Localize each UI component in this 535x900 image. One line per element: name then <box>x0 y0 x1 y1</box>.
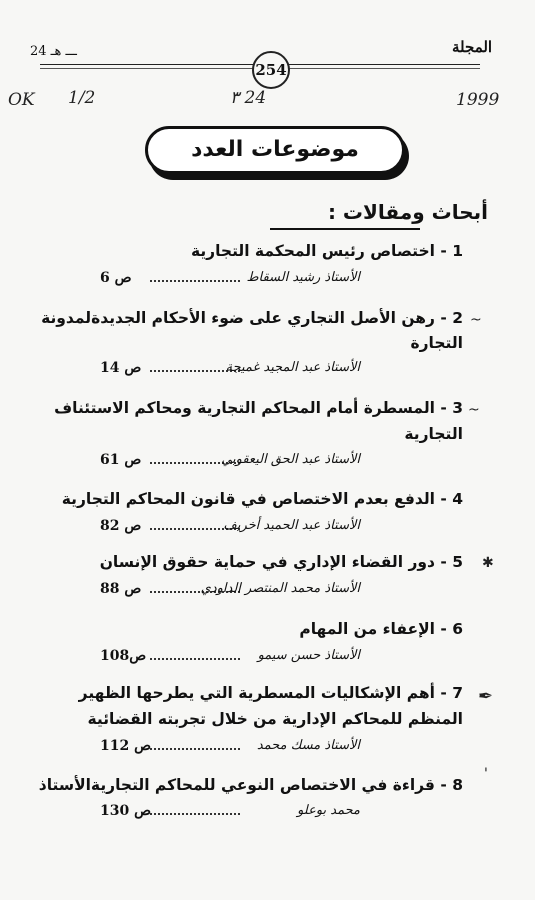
leader-dots <box>150 658 240 660</box>
entry-4-page: ص 82 <box>100 518 142 534</box>
section-underline <box>270 228 420 230</box>
handwritten-fraction: 1/2 <box>68 88 96 108</box>
margin-check-mark: ~ <box>470 312 482 328</box>
entry-5-page: ص 88 <box>100 581 142 597</box>
section-heading: أبحاث ومقالات : <box>327 200 488 224</box>
entry-8-author: محمد بوعلو <box>297 803 360 818</box>
journal-logo-left: ـــ هـ 24 <box>30 44 77 59</box>
entry-8-title-line-1: 8 - قراءة في الاختصاص النوعي للمحاكم التجاريةالأستاذ <box>38 776 463 794</box>
entry-4-title-line-1: 4 - الدفع بعدم الاختصاص في قانون المحاكم التجارية <box>61 490 463 508</box>
leader-dots <box>150 280 240 282</box>
entry-3-author-row <box>100 452 360 472</box>
entry-5-author: الأستاذ محمد المنتصر الداودي <box>200 581 360 596</box>
margin-tick-mark: ' <box>484 766 488 782</box>
entry-7-author: الأستاذ مسك محمد <box>256 738 360 753</box>
entry-6-title-line-1: 6 - الإعفاء من المهام <box>299 620 463 638</box>
entry-2-title-line-1: 2 - رهن الأصل التجاري على ضوء الأحكام الجديدةلمدونة <box>41 309 463 327</box>
journal-logo-right: المجلة <box>452 38 493 56</box>
entry-1-page: ص 6 <box>100 270 132 286</box>
entry-1-author-row <box>100 270 360 290</box>
entry-7-author-row <box>100 738 360 758</box>
entry-8-author-row <box>100 803 360 823</box>
entry-2-page: ص 14 <box>100 360 142 376</box>
contents-title: موضوعات العدد <box>145 126 405 174</box>
entry-3-title-line-2: التجارية <box>404 425 463 443</box>
margin-ink-mark: ✒ <box>478 686 494 707</box>
entry-1-title-line-1: 1 - اختصاص رئيس المحكمة التجارية <box>190 242 463 260</box>
page-number: 254 <box>252 51 290 89</box>
entry-3-title-line-1: 3 - المسطرة أمام المحاكم التجارية ومحاكم الاستئناف <box>54 399 463 417</box>
entry-8-page: ص 130 <box>100 803 152 819</box>
handwritten-year: 1999 <box>456 90 500 110</box>
entry-2-author: الأستاذ عبد المجيد غميجة <box>225 360 360 375</box>
entry-1-author: الأستاذ رشيد السقاط <box>246 270 360 285</box>
leader-dots <box>150 813 240 815</box>
entry-4-author: الأستاذ عبد الحميد أخريف <box>223 518 360 533</box>
leader-dots <box>150 748 240 750</box>
entry-3-author: الأستاذ عبد الحق اليعقوبي <box>221 452 360 467</box>
entry-6-author: الأستاذ حسن سيمو <box>257 648 360 663</box>
entry-2-title-line-2: التجارة <box>410 334 463 352</box>
entry-7-page: ص 112 <box>100 738 152 754</box>
entry-7-title-line-2: المنظم للمحاكم الإدارية من خلال تجربته القضائية <box>87 710 463 728</box>
entry-7-title-line-1: 7 - أهم الإشكاليات المسطرية التي يطرحها الظهير <box>78 684 463 702</box>
margin-star-mark: ✱ <box>482 555 494 571</box>
entry-5-author-row <box>100 581 360 601</box>
handwritten-code: ٣ 24 <box>230 88 267 108</box>
handwritten-ok: OK <box>8 90 35 110</box>
entry-5-title-line-1: 5 - دور القضاء الإداري في حماية حقوق الإنسان <box>99 553 463 571</box>
margin-check-mark: ~ <box>468 402 480 418</box>
entry-3-page: ص 61 <box>100 452 142 468</box>
entry-4-author-row <box>100 518 360 538</box>
entry-6-author-row <box>100 648 360 668</box>
entry-6-page: ص108 <box>100 648 147 664</box>
entry-2-author-row <box>100 360 360 380</box>
